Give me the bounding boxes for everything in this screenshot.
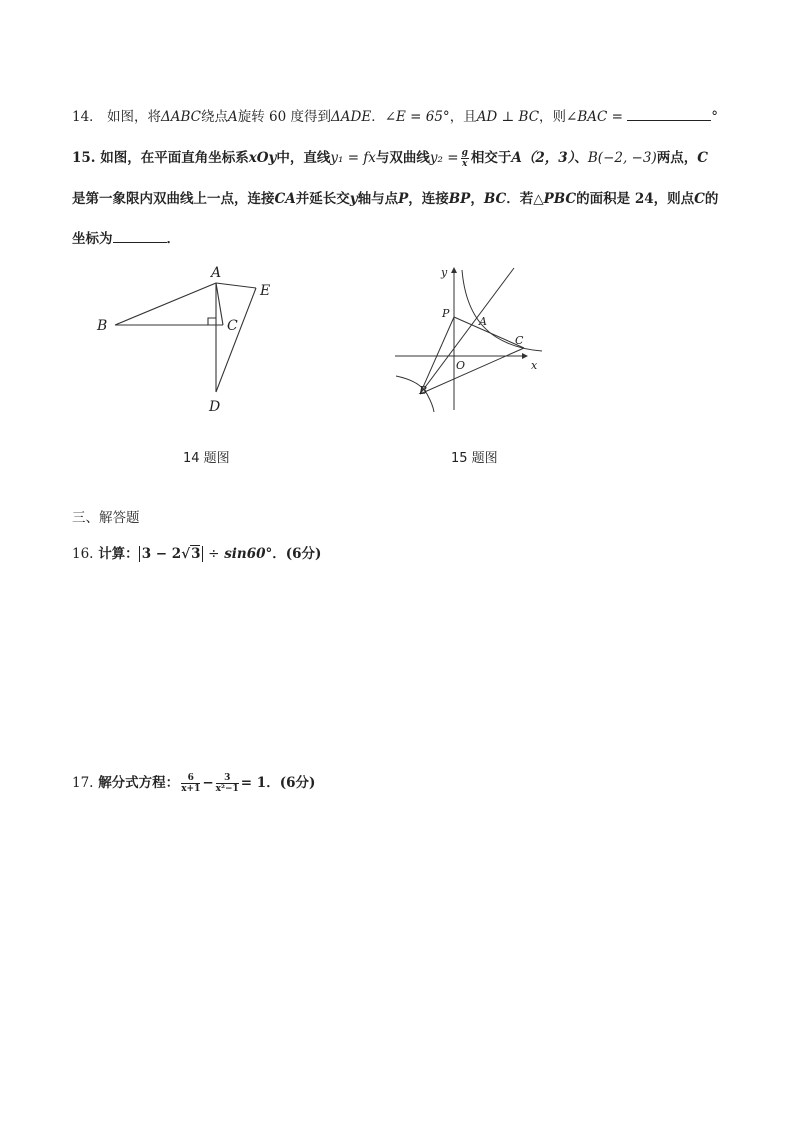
label-a: A [479, 315, 487, 328]
q15-text: 与双曲线 [375, 150, 430, 166]
q14-text: 绕点 [200, 109, 228, 125]
label-o: O [456, 359, 466, 372]
q17-f1-num: 6 [181, 773, 200, 784]
figure-15-caption: 15 题图 [451, 451, 498, 466]
question-15-line-2 [72, 189, 718, 209]
q16-number: 16. [72, 546, 94, 562]
q15-triangle-pbc: PBC [543, 191, 577, 207]
q15-number: 15. [72, 150, 96, 166]
q14-angle-bac: ∠BAC = [566, 109, 623, 125]
q15-line-eq: y₁ = fx [330, 150, 376, 166]
line-y1 [420, 268, 514, 394]
right-angle-mark [208, 318, 216, 325]
q14-triangle-ade: ΔADE [331, 109, 372, 125]
q16-absolute-value [139, 546, 204, 562]
label-a: A [211, 265, 222, 281]
q16-abs-expr: 3 − 2 [141, 546, 182, 562]
q15-point-c: C [694, 191, 705, 207]
q14-perpendicular: AD ⊥ BC [476, 109, 540, 125]
q15-y-axis: y [349, 191, 358, 207]
q15-text: 坐标为 [72, 231, 113, 247]
hyperbola-branch-1 [462, 270, 542, 351]
segment-ba [115, 283, 216, 325]
segment-ed [216, 288, 256, 392]
q14-text: 旋转 60 度得到 [237, 109, 331, 125]
label-d: D [209, 399, 221, 415]
segment-pb [420, 317, 454, 394]
q15-point-c: C [697, 150, 708, 166]
q14-text: ． [371, 109, 385, 125]
question-14 [72, 107, 718, 127]
section-title: 三、解答题 [72, 510, 140, 526]
q15-point-b: B(−2, −3) [587, 150, 657, 166]
q15-text: 的 [704, 191, 719, 207]
q15-hyperbola-eq: y₂ = [429, 150, 459, 166]
q15-text: 轴与点 [357, 191, 399, 207]
q15-text: ． [166, 231, 180, 247]
label-b: B [419, 384, 428, 397]
segment-pc [454, 317, 524, 348]
q15-point-p: P [398, 191, 409, 207]
segment-ae [216, 283, 256, 288]
q16-sqrt-arg: 3 [191, 546, 201, 562]
q16-divide: ÷ [208, 546, 220, 562]
label-e: E [260, 283, 271, 299]
q15-frac-num: g [461, 148, 468, 158]
q14-text: ，且 [449, 109, 477, 125]
q15-text: 两点， [656, 150, 698, 166]
q17-number: 17. [72, 775, 94, 791]
q15-text: ．若△ [506, 191, 544, 207]
q15-text: 并延长交 [295, 191, 350, 207]
q15-frac-den: x [462, 159, 468, 169]
question-17 [72, 773, 315, 794]
q14-text: 如图，将 [106, 109, 161, 125]
hyperbola-branch-2 [396, 376, 434, 412]
q17-f2-num: 3 [216, 773, 239, 784]
q14-answer-blank[interactable] [627, 119, 711, 121]
q15-segment-bp: BP [448, 191, 471, 207]
q14-triangle-abc: ΔABC [160, 109, 201, 125]
q14-degree: ° [711, 109, 719, 125]
q15-fraction [461, 148, 469, 169]
q15-text: 相交于 [470, 150, 512, 166]
q17-fraction-2 [216, 773, 239, 794]
q15-text: ，连接 [408, 191, 449, 207]
q17-minus: − [202, 775, 214, 791]
q14-point-a: A [227, 109, 238, 125]
q17-f2-den: x²−1 [215, 784, 239, 794]
q17-fraction-1 [181, 773, 200, 794]
question-15-line-1 [72, 148, 708, 169]
q16-score: ．(6分) [272, 546, 322, 562]
label-c: C [515, 334, 524, 347]
label-c: C [227, 318, 238, 334]
q15-text: 的面积是 24，则点 [576, 191, 695, 207]
segment-bc [420, 348, 524, 394]
figure-14-caption: 14 题图 [183, 451, 230, 466]
q15-text: ， [470, 191, 484, 207]
q15-xoy: xOy [248, 150, 277, 166]
q15-text: 、 [574, 150, 588, 166]
q15-point-a: A（2，3） [511, 150, 575, 166]
q14-number: 14． [72, 109, 103, 125]
q17-score: ．(6分) [266, 775, 316, 791]
q17-label: 解分式方程： [98, 775, 180, 791]
q15-text: 如图，在平面直角坐标系 [100, 150, 249, 166]
sqrt-icon: √ [181, 546, 191, 562]
segment-ac [216, 283, 223, 325]
q14-text: ，则 [539, 109, 567, 125]
question-16 [72, 544, 321, 564]
label-p: P [442, 307, 450, 320]
q15-segment-bc: BC [483, 191, 507, 207]
label-x: x [531, 359, 538, 372]
q15-text: 中，直线 [276, 150, 331, 166]
q15-answer-blank[interactable] [113, 241, 167, 243]
q15-text: 是第一象限内双曲线上一点，连接 [72, 191, 275, 207]
q16-label: 计算： [98, 546, 139, 562]
q14-angle-e: ∠E = 65° [384, 109, 450, 125]
q17-f1-den: x+1 [181, 784, 201, 794]
label-y: y [441, 266, 448, 279]
question-15-line-3 [72, 229, 180, 249]
q17-rhs: = 1 [240, 775, 267, 791]
label-b: B [97, 318, 108, 334]
q15-segment-ca: CA [274, 191, 296, 207]
q16-sin: sin60° [224, 546, 273, 562]
